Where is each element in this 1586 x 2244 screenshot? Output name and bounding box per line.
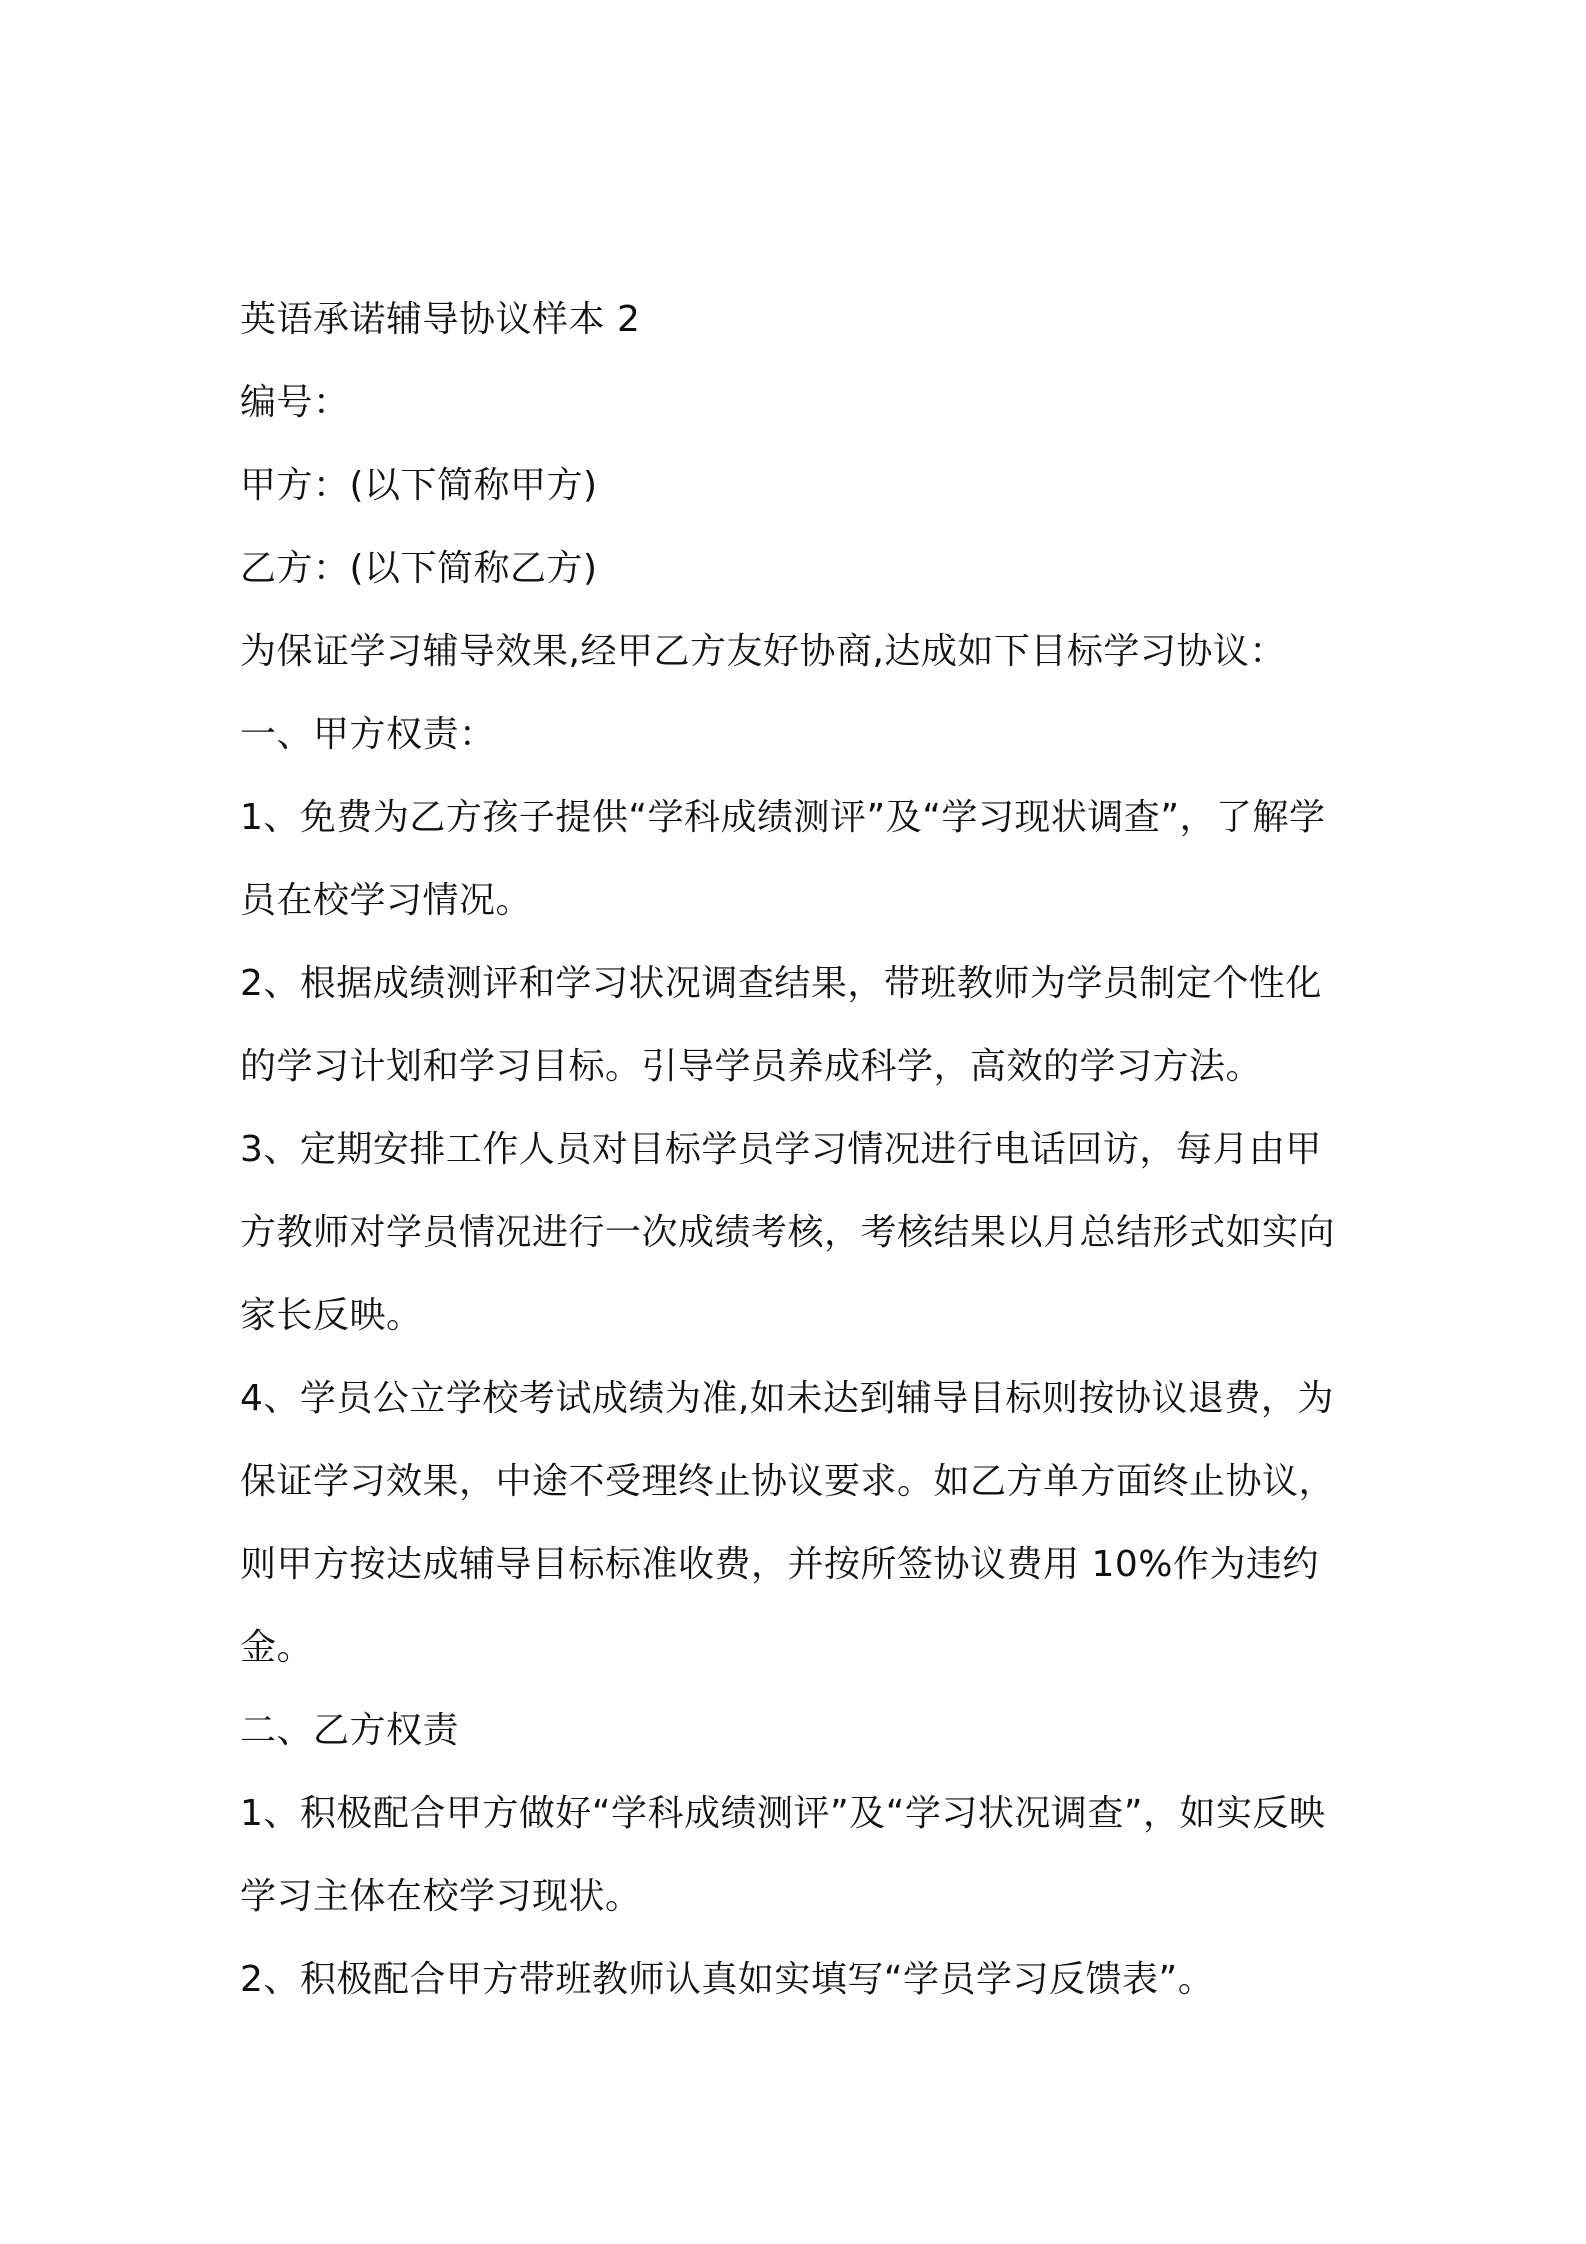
document-body — [240, 278, 1350, 2021]
party-a-line: 甲方：(以下简称甲方) — [240, 465, 598, 506]
section-1-item-4: 4、学员公立学校考试成绩为准,如未达到辅导目标则按协议退费，为保证学习效果，中途不受理终止协议要求。如乙方单方面终止协议，则甲方按达成辅导目标标准收费，并按所签协议费用 10%作为违约金。 — [240, 1378, 1336, 1668]
section-1-item-2: 2、根据成绩测评和学习状况调查结果，带班教师为学员制定个性化的学习计划和学习目标。引导学员养成科学，高效的学习方法。 — [240, 963, 1322, 1087]
intro-paragraph: 为保证学习辅导效果,经甲乙方友好协商,达成如下目标学习协议： — [240, 631, 1286, 672]
section-1-item-3: 3、定期安排工作人员对目标学员学习情况进行电话回访，每月由甲方教师对学员情况进行一次成绩考核，考核结果以月总结形式如实向家长反映。 — [240, 1129, 1336, 1336]
party-b-line: 乙方：(以下简称乙方) — [240, 548, 598, 589]
section-2-item-2: 2、积极配合甲方带班教师认真如实填写“学员学习反馈表”。 — [240, 1959, 1215, 2000]
number-field-label: 编号： — [240, 382, 350, 423]
document-title: 英语承诺辅导协议样本 2 — [240, 299, 641, 340]
section-2-heading: 二、乙方权责 — [240, 1710, 460, 1751]
section-1-item-1: 1、免费为乙方孩子提供“学科成绩测评”及“学习现状调查”，了解学员在校学习情况。 — [240, 797, 1326, 921]
section-1-heading: 一、甲方权责： — [240, 714, 496, 755]
section-2-item-1: 1、积极配合甲方做好“学科成绩测评”及“学习状况调查”，如实反映学习主体在校学习现状。 — [240, 1793, 1326, 1917]
